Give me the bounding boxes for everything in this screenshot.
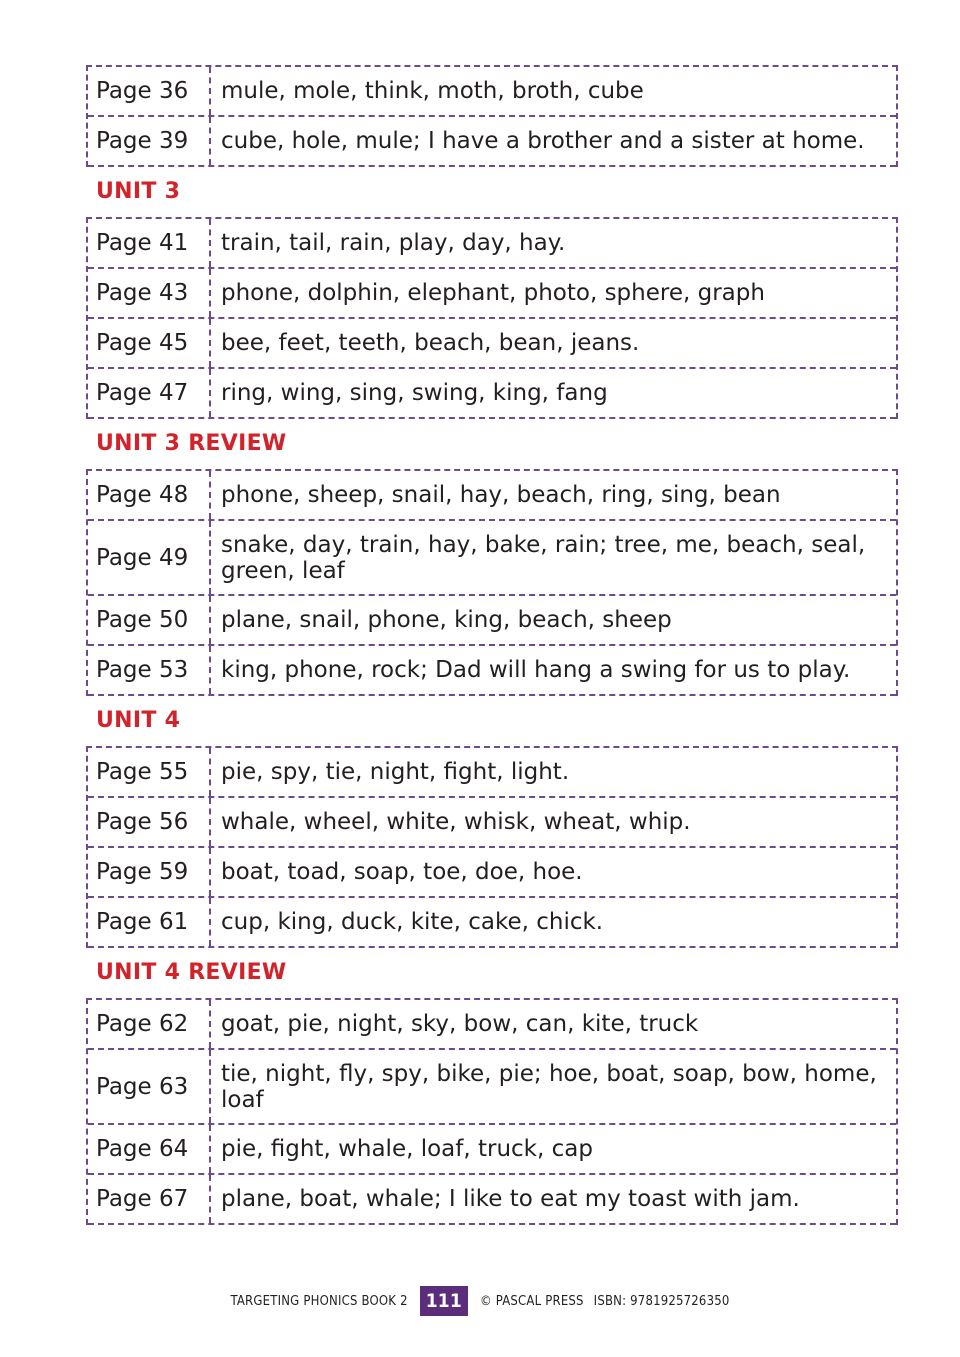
answer-words: boat, toad, soap, toe, doe, hoe. [221,859,583,885]
table-row [88,1000,896,1050]
table-row [88,898,896,948]
answer-words: whale, wheel, white, whisk, wheat, whip. [221,809,691,835]
page-reference: Page 53 [88,646,211,694]
page-number-badge: 111 [420,1286,468,1316]
table-row [88,596,896,646]
page-reference: Page 63 [88,1050,211,1123]
page-reference: Page 59 [88,848,211,896]
answer-words: phone, dolphin, elephant, photo, sphere, graph [221,280,765,306]
answer-words: cube, hole, mule; I have a brother and a sister at home. [221,128,865,154]
page-reference: Page 55 [88,748,211,796]
table-row [88,67,896,117]
page-reference: Page 64 [88,1125,211,1173]
page-reference: Page 61 [88,898,211,946]
table-row [88,748,896,798]
table-row [88,1175,896,1225]
answer-words: king, phone, rock; Dad will hang a swing for us to play. [221,657,851,683]
answers-content [86,65,898,1225]
table-row [88,219,896,269]
table-row [88,646,896,696]
unit-heading: UNIT 3 REVIEW [96,431,287,456]
answer-words: plane, snail, phone, king, beach, sheep [221,607,672,633]
page-reference: Page 62 [88,1000,211,1048]
footer-publisher: © PASCAL PRESS [480,1293,584,1309]
page-footer [0,1286,960,1316]
page-reference: Page 50 [88,596,211,644]
table-row [88,1050,896,1125]
table-row [88,471,896,521]
table-row [88,798,896,848]
answer-table-unit-4 [86,746,898,948]
table-row [88,319,896,369]
table-row [88,369,896,419]
page-reference: Page 43 [88,269,211,317]
answer-words: plane, boat, whale; I like to eat my toast with jam. [221,1186,800,1212]
answer-words: tie, night, fly, spy, bike, pie; hoe, boat, soap, bow, home, loaf [221,1060,877,1113]
answer-table-unit-2-continued [86,65,898,167]
answer-words: pie, fight, whale, loaf, truck, cap [221,1136,593,1162]
page-reference: Page 39 [88,117,211,165]
answer-words: pie, spy, tie, night, fight, light. [221,759,570,785]
page-reference: Page 49 [88,521,211,594]
unit-heading: UNIT 4 REVIEW [96,960,287,985]
unit-heading: UNIT 4 [96,708,181,733]
table-row [88,1125,896,1175]
page-reference: Page 36 [88,67,211,115]
footer-isbn: ISBN: 9781925726350 [593,1293,730,1309]
page-reference: Page 48 [88,471,211,519]
answer-words: ring, wing, sing, swing, king, fang [221,380,608,406]
page-reference: Page 67 [88,1175,211,1223]
page-reference: Page 45 [88,319,211,367]
answer-words: bee, feet, teeth, beach, bean, jeans. [221,330,640,356]
answer-table-unit-3-review [86,469,898,696]
answer-words: train, tail, rain, play, day, hay. [221,230,566,256]
answer-words: cup, king, duck, kite, cake, chick. [221,909,604,935]
unit-heading: UNIT 3 [96,179,181,204]
page-reference: Page 56 [88,798,211,846]
answer-words: snake, day, train, hay, bake, rain; tree, me, beach, seal, green, leaf [221,531,866,584]
table-row [88,117,896,167]
table-row [88,848,896,898]
answer-table-unit-3 [86,217,898,419]
answer-words: mule, mole, think, moth, broth, cube [221,78,644,104]
answer-words: goat, pie, night, sky, bow, can, kite, truck [221,1011,699,1037]
footer-book-title: TARGETING PHONICS BOOK 2 [230,1293,408,1309]
table-row [88,269,896,319]
table-row [88,521,896,596]
page-reference: Page 41 [88,219,211,267]
answer-table-unit-4-review [86,998,898,1225]
page-reference: Page 47 [88,369,211,417]
answer-words: phone, sheep, snail, hay, beach, ring, sing, bean [221,482,781,508]
